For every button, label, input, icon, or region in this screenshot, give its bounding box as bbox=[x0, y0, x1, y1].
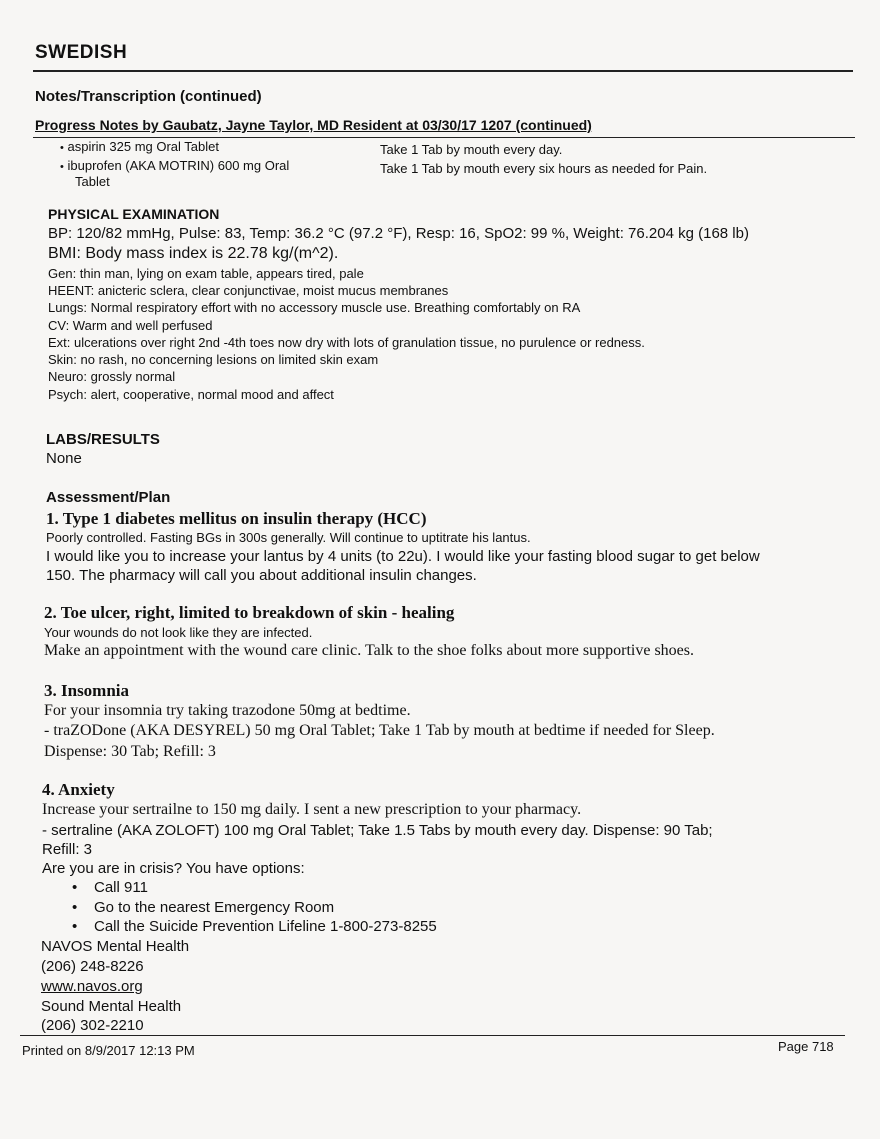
problem-2-title: 2. Toe ulcer, right, limited to breakdown of skin - healing bbox=[44, 603, 455, 622]
navos-link[interactable]: www.navos.org bbox=[41, 978, 143, 995]
med-sig: Take 1 Tab by mouth every six hours as needed for Pain. bbox=[380, 161, 708, 176]
problem-4-line3: Refill: 3 bbox=[42, 841, 93, 858]
problem-3-line3: Dispense: 30 Tab; Refill: 3 bbox=[44, 743, 216, 760]
problem-1-line2: 150. The pharmacy will call you about additional insulin changes. bbox=[46, 567, 477, 584]
physical-exam-heading: PHYSICAL EXAMINATION bbox=[48, 206, 220, 222]
exam-lungs: Lungs: Normal respiratory effort with no accessory muscle use. Breathing comfortably on RA bbox=[48, 300, 581, 315]
problem-3-line2: - traZODone (AKA DESYREL) 50 mg Oral Tablet; Take 1 Tab by mouth at bedtime if needed for Sleep. bbox=[44, 722, 715, 739]
bullet-icon: • bbox=[60, 142, 64, 154]
crisis-option: • Call 911 bbox=[72, 879, 148, 896]
progress-rule bbox=[33, 137, 855, 138]
exam-skin: Skin: no rash, no concerning lesions on limited skin exam bbox=[48, 352, 379, 367]
crisis-option: • Call the Suicide Prevention Lifeline 1-800-273-8255 bbox=[72, 918, 437, 935]
med-sig: Take 1 Tab by mouth every day. bbox=[380, 142, 563, 157]
bullet-icon: • bbox=[60, 161, 64, 173]
bullet-icon: • bbox=[72, 879, 78, 896]
exam-neuro: Neuro: grossly normal bbox=[48, 369, 176, 384]
med-name-cont: Tablet bbox=[75, 174, 110, 189]
problem-4-line2: - sertraline (AKA ZOLOFT) 100 mg Oral Tablet; Take 1.5 Tabs by mouth every day. Dispense: 90 Tab; bbox=[42, 822, 713, 839]
problem-2-line: Make an appointment with the wound care clinic. Talk to the shoe folks about more supportive shoes. bbox=[44, 642, 694, 659]
printed-on: Printed on 8/9/2017 12:13 PM bbox=[22, 1043, 195, 1058]
med-name: aspirin 325 mg Oral Tablet bbox=[67, 139, 219, 154]
problem-1-title: 1. Type 1 diabetes mellitus on insulin therapy (HCC) bbox=[46, 509, 427, 528]
bullet-icon: • bbox=[72, 918, 78, 935]
vitals-line: BP: 120/82 mmHg, Pulse: 83, Temp: 36.2 °C (97.2 °F), Resp: 16, SpO2: 99 %, Weight: 76.204 kg (168 lb) bbox=[48, 225, 749, 242]
problem-2-note: Your wounds do not look like they are infected. bbox=[44, 625, 313, 640]
bmi-line: BMI: Body mass index is 22.78 kg/(m^2). bbox=[48, 245, 339, 262]
brand-title: SWEDISH bbox=[35, 42, 128, 63]
med-item bbox=[60, 139, 219, 154]
navos-phone: (206) 248-8226 bbox=[41, 958, 144, 975]
header-rule bbox=[33, 70, 853, 72]
problem-1-note: Poorly controlled. Fasting BGs in 300s generally. Will continue to uptitrate his lantus. bbox=[46, 530, 531, 545]
navos-name: NAVOS Mental Health bbox=[41, 938, 190, 955]
assessment-heading: Assessment/Plan bbox=[46, 489, 171, 506]
exam-psych: Psych: alert, cooperative, normal mood and affect bbox=[48, 387, 334, 402]
problem-3-title: 3. Insomnia bbox=[44, 681, 130, 700]
exam-cv: CV: Warm and well perfused bbox=[48, 318, 213, 333]
exam-heent: HEENT: anicteric sclera, clear conjunctivae, moist mucus membranes bbox=[48, 283, 449, 298]
progress-note-heading: Progress Notes by Gaubatz, Jayne Taylor, MD Resident at 03/30/17 1207 (continued) bbox=[35, 117, 592, 133]
crisis-option: • Go to the nearest Emergency Room bbox=[72, 899, 335, 916]
problem-4-title: 4. Anxiety bbox=[42, 780, 115, 799]
exam-ext: Ext: ulcerations over right 2nd -4th toes now dry with lots of granulation tissue, no purulence or redness. bbox=[48, 335, 645, 350]
bullet-icon: • bbox=[72, 899, 78, 916]
sound-phone: (206) 302-2210 bbox=[41, 1017, 144, 1034]
footer-rule bbox=[20, 1035, 845, 1036]
med-name: ibuprofen (AKA MOTRIN) 600 mg Oral bbox=[67, 158, 290, 173]
labs-heading: LABS/RESULTS bbox=[46, 431, 160, 448]
page-number: Page 718 bbox=[778, 1039, 834, 1054]
problem-3-line1: For your insomnia try taking trazodone 50mg at bedtime. bbox=[44, 702, 411, 719]
problem-4-line1: Increase your sertrailne to 150 mg daily. I sent a new prescription to your pharmacy. bbox=[42, 801, 582, 818]
sound-name: Sound Mental Health bbox=[41, 998, 182, 1015]
med-item bbox=[60, 158, 289, 173]
exam-gen: Gen: thin man, lying on exam table, appears tired, pale bbox=[48, 266, 364, 281]
problem-1-line1: I would like you to increase your lantus by 4 units (to 22u). I would like your fasting blood sugar to get below bbox=[46, 548, 760, 565]
labs-value: None bbox=[46, 450, 82, 467]
section-title: Notes/Transcription (continued) bbox=[35, 88, 262, 105]
crisis-line: Are you are in crisis? You have options: bbox=[42, 860, 305, 877]
